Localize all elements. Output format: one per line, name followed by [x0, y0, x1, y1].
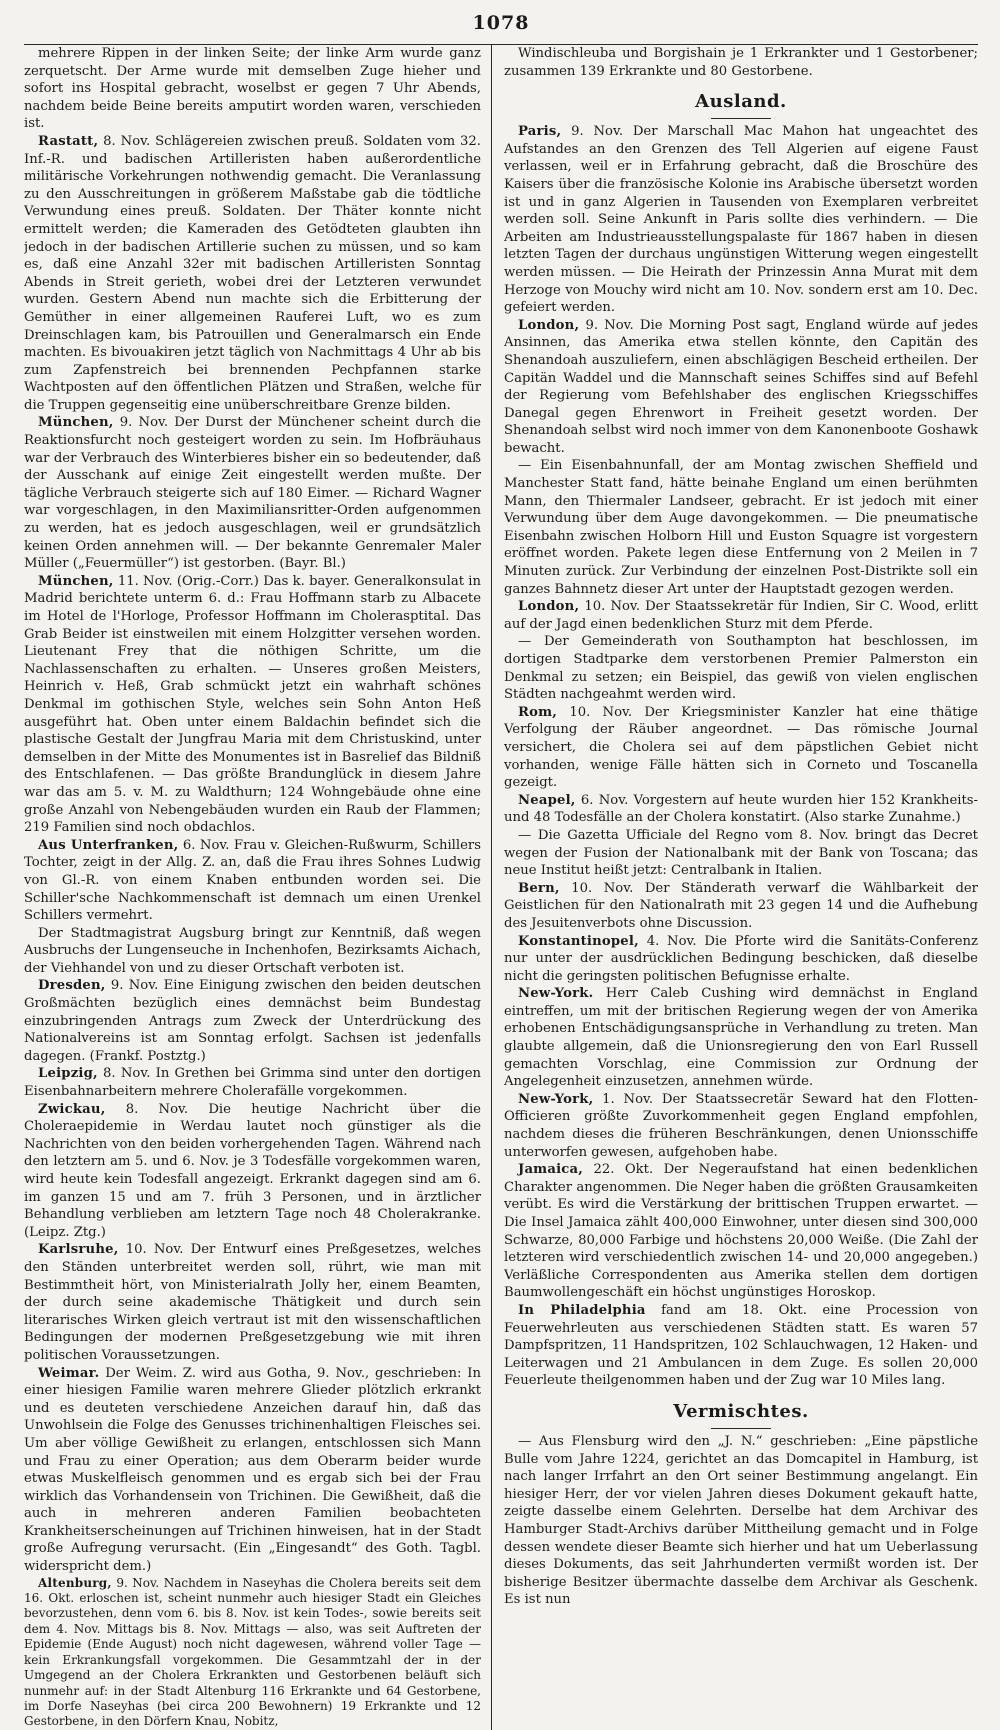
heading-rule — [711, 118, 771, 119]
paragraph-text: 9. Nov. Der Durst der Münchener scheint durch die Reaktionsfurcht noch gesteigert worden zu sein. Im Hofbräuhaus war der Verbrauch des Winterbieres bisher ein so bedeutender, daß der Ausschank auf einige Zeit eingestellt werden mußte. Der tägliche Verbrauch steigerte sich auf 180 Eimer. — Richard Wagner war vorgeschlagen, in den Maximiliansritter-Orden aufgenommen zu werden, hat es jedoch ausgeschlagen, weil er grundsätzlich keinen Orden annehmen will. — Der bekannte Genremaler Maler Müller („Feuermüller“) ist gestorben. (Bayr. Bl.) — [24, 415, 481, 572]
news-paragraph — [24, 925, 481, 978]
page-number: 1078 — [472, 12, 530, 34]
news-paragraph — [24, 1241, 481, 1364]
section-heading-text: Vermischtes. — [673, 1400, 809, 1422]
dateline-place: Paris, — [518, 124, 562, 140]
dateline-place: London, — [518, 317, 580, 333]
dateline-place: Neapel, — [518, 792, 576, 808]
paragraph-text: fand am 18. Okt. eine Procession von Feuerwehrleuten aus verschiedenen Städten statt. Es waren 57 Dampfspritzen, 11 Handspritzen, 102 Schlauchwagen, 12 Haken- und Leiterwagen und 21 Ambulancen in dem Zuge. Es sollen 20,000 Feuerleute theilgenommen haben und der Zug war 10 Miles lang. — [504, 1302, 978, 1389]
news-paragraph — [504, 1302, 978, 1390]
news-paragraph — [24, 45, 481, 133]
section-heading — [504, 1400, 978, 1429]
paragraph-text: Der Stadtmagistrat Augsburg bringt zur Kenntniß, daß wegen Ausbruchs der Lungenseuche in Inchenhofen, Bezirksamts Aichach, der Viehhandel von und zu dieser Ortschaft verboten ist. — [24, 925, 481, 976]
news-paragraph — [504, 1433, 978, 1609]
paragraph-text: 10. Nov. Der Staatssekretär für Indien, Sir C. Wood, erlitt auf der Jagd einen bedenklichen Sturz mit dem Pferde. — [504, 599, 978, 632]
dateline-place: Dresden, — [38, 978, 106, 994]
news-paragraph — [504, 1091, 978, 1161]
dateline-place: Zwickau, — [38, 1101, 106, 1117]
paragraph-text: 10. Nov. Der Ständerath verwarf die Wählbarkeit der Geistlichen für den Nationalrath mit 23 gegen 14 und die Aufhebung des Jesuitenverbots ohne Discussion. — [504, 880, 978, 931]
section-heading — [504, 90, 978, 119]
dateline-place: Leipzig, — [38, 1066, 98, 1082]
news-paragraph — [24, 1365, 481, 1576]
dateline-place: München, — [38, 415, 114, 431]
left-column — [24, 45, 492, 1730]
dateline-place: Jamaica, — [518, 1162, 584, 1178]
paragraph-text: 1. Nov. Der Staatssecretär Seward hat den Flotten-Officieren größte Zuvorkommenheit gegen England empfohlen, nachdem dieses die früheren Beschränkungen, denen Unionsschiffe unterworfen gewesen, aufgehoben habe. — [504, 1091, 978, 1160]
paragraph-text: Windischleuba und Borgishain je 1 Erkrankter und 1 Gestorbener; zusammen 139 Erkrankte und 80 Gestorbene. — [504, 46, 978, 79]
news-paragraph — [504, 45, 978, 80]
section-heading-text: Ausland. — [695, 91, 787, 113]
paragraph-text: — Ein Eisenbahnunfall, der am Montag zwischen Sheffield und Manchester Statt fand, hätte beinahe England um einen berühmten Mann, den Thiermaler Landseer, gebracht. Er ist jedoch mit einer Verwundung über dem Auge davongekommen. — Die pneumatische Eisenbahn zwischen Holborn Hill und Euston Squagre ist vorgestern eröffnet worden. Pakete legen diese Entfernung von 2 Meilen in 7 Minuten zurück. Zur Verbindung der einzelnen Post-Distrikte soll ein ganzes Bahnnetz dieser Art unter der Hauptstadt gezogen werden. — [504, 458, 978, 597]
right-column — [492, 45, 978, 1730]
paragraph-text: 4. Nov. Die Pforte wird die Sanitäts-Conferenz nur unter der ausdrücklichen Bedingung beschicken, daß dieselbe nicht die geringsten politischen Befugnisse erhalte. — [504, 933, 978, 984]
paragraph-text: 10. Nov. Der Kriegsminister Kanzler hat eine thätige Verfolgung der Räuber angeordnet. — Das römische Journal versichert, die Cholera sei auf dem päpstlichen Gebiet nicht vorhanden, wenige Fälle hätten sich in Corneto und Toscanella gezeigt. — [504, 704, 978, 791]
news-paragraph — [504, 457, 978, 598]
dateline-place: München, — [38, 573, 114, 589]
paragraph-text: 9. Nov. Nachdem in Naseyhas die Cholera bereits seit dem 16. Okt. erloschen ist, scheint nunmehr auch hiesiger Stadt ein Gleiches bevorzustehen, denn vom 6. bis 8. Nov. ist kein Todes-, sowie bereits seit dem 4. Nov. Mittags bis 8. Nov. Mittags — also, was seit Auftreten der Epidemie (Ende August) noch nicht dagewesen, während voller Tage — kein Erkrankungsfall vorgekommen. Die Gesammtzahl der in der Umgegend an der Cholera Erkrankten und Gestorbenen beläuft sich nunmehr auf: in der Stadt Altenburg 116 Erkrankte und 64 Gestorbene, im Dorfe Naseyhas (bei circa 200 Bewohnern) 19 Erkrankte und 12 Gestorbene, in den Dörfern Knau, Nobitz, — [24, 1575, 481, 1729]
paragraph-text: 22. Okt. Der Negeraufstand hat einen bedenklichen Charakter angenommen. Die Neger haben die größten Grausamkeiten verübt. Es wird die Verstärkung der brittischen Truppen erwartet. — Die Insel Jamaica zählt 400,000 Einwohner, unter diesen sind 300,000 Schwarze, 80,000 Farbige und höchstens 20,000 Weiße. (Die Zahl der letzteren wird verschiedentlich zwischen 14- und 20,000 angegeben.) Verläßliche Correspondenten aus Amerika stellen dem dortigen Baumwollengeschäft ein höchst ungünstiges Horoskop. — [504, 1162, 978, 1301]
news-paragraph — [504, 1161, 978, 1302]
dateline-place: London, — [518, 599, 580, 615]
news-paragraph — [504, 598, 978, 633]
paragraph-text: — Der Gemeinderath von Southampton hat beschlossen, im dortigen Stadtparke dem verstorbenen Premier Palmerston ein Denkmal zu setzen; ein Beispiel, das gewiß von vielen englischen Städten nachgeahmt werden wird. — [504, 634, 978, 703]
dateline-place: Bern, — [518, 880, 560, 896]
paragraph-text: 8. Nov. Schlägereien zwischen preuß. Soldaten vom 32. Inf.-R. und badischen Artilleristen haben außerordentliche militärische Vorkehrungen nothwendig gemacht. Die Veranlassung zu den Ausschreitungen in größerem Maßstabe gab die tödtliche Verwundung eines preuß. Soldaten. Der Thäter konnte nicht ermittelt werden; die Kameraden des Getödteten glaubten ihn jedoch in der badischen Artillerie suchen zu müssen, und so kam es, daß eine Anzahl 32er mit badischen Artilleristen Sonntag Abends in Streit gerieth, wobei drei der Letzteren verwundet wurden. Gestern Abend nun machte sich die Erbitterung der Gemüther in einer allgemeinen Rauferei Luft, wo es zum Dreinschlagen kam, bis Patrouillen und Generalmarsch ein Ende machten. Es bivouakiren jetzt täglich von Nachmittags 4 Uhr ab bis zum Zapfenstreich bei brennenden Pechpfannen starke Wachtposten auf den öffentlichen Plätzen und Straßen, welche für die Truppen gegenseitig eine unüberschreitbare Grenze bilden. — [24, 133, 481, 413]
paragraph-text: — Die Gazetta Ufficiale del Regno vom 8. Nov. bringt das Decret wegen der Fusion der Nationalbank mit der Bank von Toscana; das neue Institut heißt jetzt: Centralbank in Italien. — [504, 827, 978, 879]
news-paragraph — [504, 880, 978, 933]
paragraph-text: 11. Nov. (Orig.-Corr.) Das k. bayer. Generalkonsulat in Madrid berichtete unterm 6. d.: Frau Hoffmann starb zu Albacete im Hotel de l'Horloge, Professor Hoffmann im Cholerasptital. Das Grab Beider ist einstweilen mit einem Holzgitter versehen worden. Lieutenant Frey that die nöthigen Schritte, um die Nachlassenschaften zu erhalten. — Unseres großen Meisters, Heinrich v. Heß, Grab schmückt jetzt ein wahrhaft schönes Denkmal im gothischen Style, welches sein Sohn Anton Heß ausgeführt hat. Oben unter einem Baldachin befindet sich die plastische Gestalt der Jungfrau Maria mit dem Christuskind, unter demselben in der Mitte des Monumentes ist in Basrelief das Bildniß des Entschlafenen. — Das größte Brandunglück in diesem Jahre war das am 5. v. M. zu Waldthurn; 124 Wohngebäude ohne eine große Anzahl von Nebengebäuden wurden ein Raub der Flammen; 219 Familien sind noch obdachlos. — [24, 573, 482, 836]
news-paragraph — [504, 933, 978, 986]
paragraph-text: 6. Nov. Vorgestern auf heute wurden hier 152 Krankheits- und 48 Todesfälle an der Cholera konstatirt. (Also starke Zunahme.) — [504, 792, 978, 826]
news-paragraph — [24, 1065, 481, 1100]
news-paragraph — [504, 317, 978, 458]
news-paragraph — [24, 837, 481, 925]
dateline-place: New-York, — [518, 1091, 594, 1107]
heading-rule — [711, 1428, 771, 1429]
news-paragraph — [504, 123, 978, 317]
news-paragraph — [24, 1576, 481, 1730]
news-paragraph — [24, 1101, 481, 1242]
paragraph-text: 8. Nov. In Grethen bei Grimma sind unter den dortigen Eisenbahnarbeitern mehrere Cholerafälle vorgekommen. — [24, 1066, 481, 1100]
news-paragraph — [24, 573, 481, 837]
news-paragraph — [504, 985, 978, 1091]
news-paragraph — [24, 133, 481, 415]
news-paragraph — [504, 792, 978, 827]
news-paragraph — [504, 827, 978, 880]
paragraph-text: 8. Nov. Die heutige Nachricht über die Choleraepidemie in Werdau lautet noch günstiger als die Nachrichten von den beiden vorhergehenden Tagen. Während nach den letztern am 5. und 6. Nov. je 3 Todesfälle vorgekommen waren, wird heute kein Todesfall angezeigt. Erkrankt dagegen sind am 6. im ganzen 15 und am 7. früh 3 Personen, und in ärztlicher Behandlung verblieben am letztern Tage noch 48 Cholerakranke. (Leipz. Ztg.) — [24, 1101, 481, 1240]
paragraph-text: 9. Nov. Die Morning Post sagt, England würde auf jedes Ansinnen, das Amerika etwa stellen könnte, den Capitän des Shenandoah auszuliefern, einen abschlägigen Bescheid ertheilen. Der Capitän Waddel und die Mannschaft seines Schiffes sind auf Befehl der Regierung vom Befehlshaber des englischen Kriegsschiffes Danegal gegen Ehrenwort in Freiheit gesetzt worden. Der Shenandoah selbst wird noch immer von dem Kanonenboote Goshawk bewacht. — [504, 317, 978, 456]
paragraph-text: 9. Nov. Eine Einigung zwischen den beiden deutschen Großmächten bezüglich eines demnächst beim Bundestag einzubringenden Antrags zum Zweck der Unterdrückung des Nationalvereins ist am Sonntag erfolgt. Sachsen ist jedenfalls dagegen. (Frankf. Postztg.) — [24, 978, 481, 1064]
dateline-place: In Philadelphia — [518, 1302, 646, 1318]
dateline-place: Rastatt, — [38, 133, 99, 149]
paragraph-text: mehrere Rippen in der linken Seite; der linke Arm wurde ganz zerquetscht. Der Arme wurde mit demselben Zuge hieher und sofort ins Hospital gebracht, woselbst er gegen 7 Uhr Abends, nachdem beide Beine bereits amputirt worden waren, verschieden ist. — [24, 46, 481, 132]
two-column-body — [24, 44, 978, 1730]
news-paragraph — [24, 414, 481, 572]
dateline-place: Konstantinopel, — [518, 933, 639, 949]
news-paragraph — [504, 704, 978, 792]
paragraph-text: — Aus Flensburg wird den „J. N.“ geschrieben: „Eine päpstliche Bulle vom Jahre 1224, gerichtet an das Domcapitel in Hamburg, ist nach langer Irrfahrt an den Ort seiner Bestimmung angelangt. Ein hiesiger Herr, der vor vielen Jahren dieses Dokument gekauft hatte, zeigte dasselbe einem Gelehrten. Derselbe hat dem Archivar des Hamburger Stadt-Archivs darüber Mittheilung gemacht und in Folge dessen wendete dieser Beamte sich hierher und hat um Ueberlassung dieses Dokuments, das seit Jahrhunderten vermißt worden ist. Der bisherige Besitzer übermachte dasselbe dem Archivar als Geschenk. Es ist nun — [504, 1433, 978, 1608]
dateline-place: New-York. — [518, 986, 594, 1002]
dateline-place: Rom, — [518, 704, 558, 720]
dateline-place: Aus Unterfranken, — [38, 837, 179, 853]
paragraph-text: Der Weim. Z. wird aus Gotha, 9. Nov., geschrieben: In einer hiesigen Familie waren mehrere Glieder plötzlich erkrankt und es deuteten verschiedene Anzeichen darauf hin, daß das Unwohlsein die Folge des Genusses trichinenhaltigen Fleisches sei. Um aber völlige Gewißheit zu erlangen, entschlossen sich Mann und Frau zu einer Operation; aus dem Oberarm beider wurde etwas Muskelfleisch genommen und es ergab sich bei der Frau wirklich das Vorhandensein von Trichinen. Die Gewißheit, daß die auch in mehreren anderen Familien beobachteten Krankheitserscheinungen auf Trichinen hinweisen, hat in der Stadt große Aufregung verursacht. (Ein „Eingesandt“ des Goth. Tagbl. widerspricht dem.) — [24, 1365, 481, 1575]
paragraph-text: 10. Nov. Der Entwurf eines Preßgesetzes, welches den Ständen unterbreitet werden soll, rührt, wie man mit Bestimmtheit hört, von Ministerialrath Jolly her, einem Beamten, der durch seine akademische Thätigkeit und durch sein literarisches Wirken gleich vertraut ist mit den wissenschaftlichen Bedingungen der modernen Preßgesetzgebung wie mit ihren politischen Voraussetzungen. — [24, 1242, 481, 1363]
news-paragraph — [24, 977, 481, 1065]
dateline-place: Altenburg, — [38, 1575, 112, 1590]
paragraph-text: Herr Caleb Cushing wird demnächst in England eintreffen, um mit der britischen Regierung wegen der von Amerika erhobenen Entschädigungsansprüche in Verhandlung zu treten. Man glaubte allgemein, daß die Unionsregierung den von Earl Russell gemachten Vorschlag, eine Commission zur Ordnung der Angelegenheit einzusetzen, annehmen würde. — [504, 986, 978, 1090]
dateline-place: Karlsruhe, — [38, 1242, 119, 1258]
news-paragraph — [504, 633, 978, 703]
dateline-place: Weimar. — [38, 1365, 100, 1381]
paragraph-text: 9. Nov. Der Marschall Mac Mahon hat ungeachtet des Aufstandes an den Grenzen des Tell Algerien auf eigene Faust verlassen, weil er in Erfahrung gebracht, daß die Broschüre des Kaisers über die französische Kolonie ins Arabische übersetzt worden ist und in ganz Algerien in Tausenden von Exemplaren verbreitet werden soll. Seine Ankunft in Paris sollte dies verhindern. — Die Arbeiten am Industrieausstellungspalaste für 1867 haben in diesen letzten Tagen der durchaus ungünstigen Witterung wegen eingestellt werden müssen. — Die Heirath der Prinzessin Anna Murat mit dem Herzoge von Mouchy wird nicht am 10. Nov. sondern erst am 10. Dec. gefeiert werden. — [504, 124, 978, 316]
paragraph-text: 6. Nov. Frau v. Gleichen-Rußwurm, Schillers Tochter, zeigt in der Allg. Z. an, daß die Frau ihres Sohnes Ludwig von Gl.-R. von einem Knaben entbunden worden sei. Die Schiller'sche Nachkommenschaft ist demnach um einen Urenkel Schillers vermehrt. — [24, 837, 481, 924]
